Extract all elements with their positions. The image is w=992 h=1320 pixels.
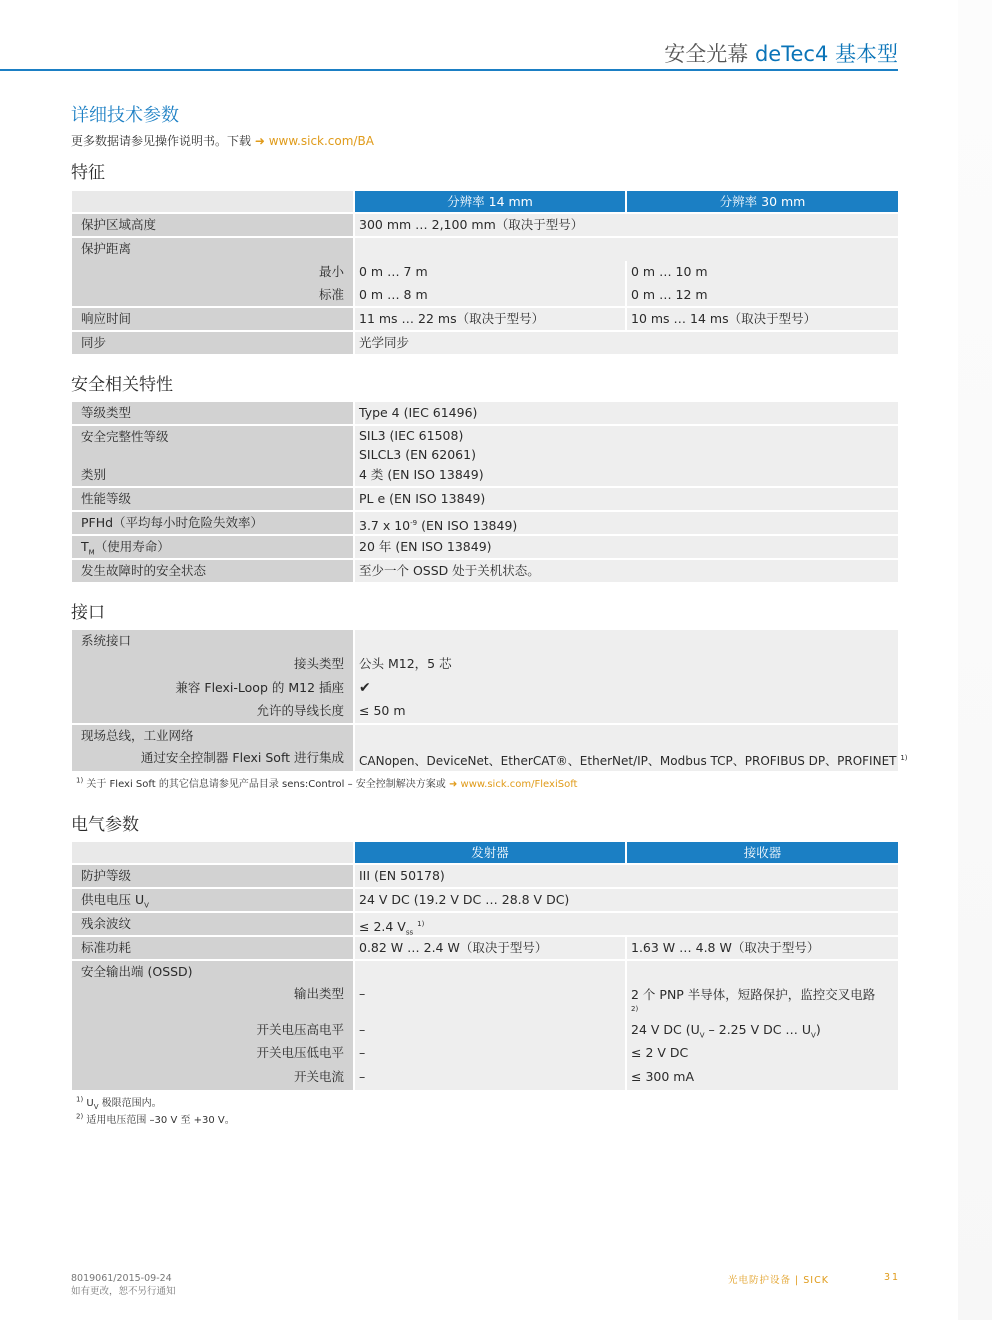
- header-blank: [72, 191, 353, 212]
- row-value: III (EN 50178): [355, 865, 898, 887]
- row-value: CANopen、DeviceNet、EtherCAT®、EtherNet/IP、Modbus TCP、PROFIBUS DP、PROFINET $^{1)}$: [359, 754, 908, 768]
- column-divider: [625, 261, 627, 306]
- page-edge-strip: [958, 0, 992, 1320]
- col-header-14mm: 分辨率 14 mm: [355, 191, 625, 212]
- row-value: Type 4 (IEC 61496): [355, 402, 898, 424]
- row-value: 0 m … 10 m: [631, 264, 708, 279]
- footnote: $^{2)}$ 适用电压范围 –30 V 至 +30 V。: [76, 1112, 235, 1126]
- table-row: [72, 1019, 898, 1041]
- row-label: 现场总线，工业网络: [72, 725, 353, 771]
- row-label: 保护区域高度: [72, 214, 353, 236]
- table-row: [72, 889, 898, 911]
- row-label: $T_M$（使用寿命）: [72, 536, 353, 558]
- table-row: [72, 560, 898, 582]
- table-row: [72, 402, 898, 424]
- row-label: 接头类型: [293, 656, 344, 671]
- row-label: 允许的导线长度: [256, 703, 344, 718]
- row-value: 24 V DC ($U_V - 2.25$ V DC … $U_V$): [631, 1022, 821, 1040]
- section-heading: 详细技术参数: [71, 105, 179, 126]
- row-label: 兼容 Flexi-Loop 的 M12 插座: [175, 680, 344, 695]
- intro-text: 更多数据请参见操作说明书。下载 ➜ www.sick.com/BA: [71, 134, 374, 148]
- row-label: 通过安全控制器 Flexi Soft 进行集成: [140, 750, 344, 765]
- row-value: ≤ 2.4 $V_{ss}$ $^{1)}$: [355, 913, 898, 935]
- document-title: 安全光幕 deTec4 基本型: [664, 42, 898, 66]
- interface-title: 接口: [71, 603, 105, 623]
- safety-title: 安全相关特性: [71, 375, 173, 395]
- table-row: [72, 1042, 898, 1064]
- row-label: 输出类型: [293, 986, 344, 1001]
- row-label: 同步: [72, 332, 353, 354]
- table-row: [72, 488, 898, 510]
- row-value: –: [359, 1022, 366, 1037]
- row-value: 20 年 (EN ISO 13849): [355, 536, 898, 558]
- row-value: 24 V DC (19.2 V DC … 28.8 V DC): [355, 889, 898, 911]
- table-row: [72, 1066, 898, 1088]
- table-row: [72, 747, 908, 769]
- row-value: 至少一个 OSSD 处于关机状态。: [355, 560, 898, 582]
- row-label: 系统接口: [72, 630, 353, 723]
- row-value: ≤ 50 m: [359, 703, 406, 718]
- row-value: ≤ 300 mA: [631, 1069, 695, 1084]
- table-row: [72, 913, 898, 935]
- col-header-emitter: 发射器: [355, 842, 625, 863]
- row-label: 性能等级: [72, 488, 353, 510]
- table-row: [72, 865, 898, 887]
- features-title: 特征: [71, 163, 105, 183]
- table-row: [72, 512, 898, 534]
- row-label: 安全完整性等级: [72, 426, 353, 466]
- row-value: ≤ 2 V DC: [631, 1045, 689, 1060]
- footnote: $^{1)}$ 关于 Flexi Soft 的其它信息请参见产品目录 sens:Control – 安全控制解决方案或 ➜ www.sick.com/FlexiSoft: [76, 776, 578, 790]
- table-row: [72, 308, 898, 330]
- row-value: –: [359, 986, 366, 1001]
- table-row: [72, 332, 898, 354]
- row-value: 0 m … 7 m: [359, 264, 428, 279]
- row-label: 标准: [318, 287, 344, 302]
- row-label: 最小: [318, 264, 344, 279]
- row-label: 等级类型: [72, 402, 353, 424]
- row-label: 开关电压低电平: [256, 1045, 344, 1060]
- header-blank: [72, 842, 353, 863]
- page-number: 31: [884, 1272, 901, 1283]
- row-label: 残余波纹: [72, 913, 353, 935]
- footer-left: 8019061/2015-09-24 如有更改，恕不另行通知: [71, 1273, 176, 1297]
- row-value: 1.63 W … 4.8 W（取决于型号）: [627, 937, 898, 959]
- table-row: [72, 426, 898, 466]
- table-row: [72, 284, 898, 306]
- row-label: 安全输出端 (OSSD): [72, 961, 353, 1090]
- table-row: [72, 214, 898, 236]
- row-value: 3.7 x $10^{-9}$ (EN ISO 13849): [355, 512, 898, 534]
- table-header-row: [72, 842, 898, 863]
- row-value: PL e (EN ISO 13849): [355, 488, 898, 510]
- footer-brand: 光电防护设备 | SICK: [728, 1275, 829, 1286]
- row-value: 0.82 W … 2.4 W（取决于型号）: [355, 937, 625, 959]
- table-header-row: [72, 191, 898, 212]
- row-value: 300 mm … 2,100 mm（取决于型号）: [355, 214, 898, 236]
- table-row: [72, 937, 898, 959]
- row-value: 2 个 PNP 半导体，短路保护，监控交叉电路 $^{2)}$: [631, 987, 876, 1013]
- table-row: [72, 700, 898, 722]
- row-label: 供电电压 $U_V$: [72, 889, 353, 911]
- ba-link[interactable]: ➜ www.sick.com/BA: [254, 134, 374, 148]
- row-label: 保护距离: [72, 238, 353, 306]
- header-divider: [0, 69, 898, 71]
- row-value: 4 类 (EN ISO 13849): [355, 464, 898, 486]
- col-header-30mm: 分辨率 30 mm: [627, 191, 898, 212]
- row-label: 开关电压高电平: [256, 1022, 344, 1037]
- row-label: 发生故障时的安全状态: [72, 560, 353, 582]
- table-row: [72, 261, 898, 283]
- table-row: [72, 983, 898, 1021]
- row-value: 0 m … 12 m: [631, 287, 708, 302]
- row-value: 10 ms … 14 ms（取决于型号）: [627, 308, 898, 330]
- row-value: 公头 M12，5 芯: [359, 656, 452, 671]
- footnote: $^{1)}$ $U_V$ 极限范围内。: [76, 1095, 162, 1111]
- row-value: 0 m … 8 m: [359, 287, 428, 302]
- table-row: [72, 653, 898, 675]
- row-label: 防护等级: [72, 865, 353, 887]
- row-label: 响应时间: [72, 308, 353, 330]
- row-label: PFHd（平均每小时危险失效率）: [72, 512, 353, 534]
- electrical-title: 电气参数: [71, 815, 139, 835]
- table-row: [72, 536, 898, 558]
- row-value: SIL3 (IEC 61508) SILCL3 (EN 62061): [355, 426, 898, 466]
- row-value: –: [359, 1045, 366, 1060]
- row-label: 开关电流: [293, 1069, 344, 1084]
- col-header-receiver: 接收器: [627, 842, 898, 863]
- row-value: 光学同步: [355, 332, 898, 354]
- row-value: 11 ms … 22 ms（取决于型号）: [355, 308, 625, 330]
- table-row: [72, 464, 898, 486]
- table-row: [72, 677, 898, 699]
- flexisoft-link[interactable]: ➜ www.sick.com/FlexiSoft: [448, 779, 578, 790]
- checkmark-icon: ✔: [359, 680, 371, 696]
- row-label: 类别: [72, 464, 353, 486]
- row-label: 标准功耗: [72, 937, 353, 959]
- row-value: –: [359, 1069, 366, 1084]
